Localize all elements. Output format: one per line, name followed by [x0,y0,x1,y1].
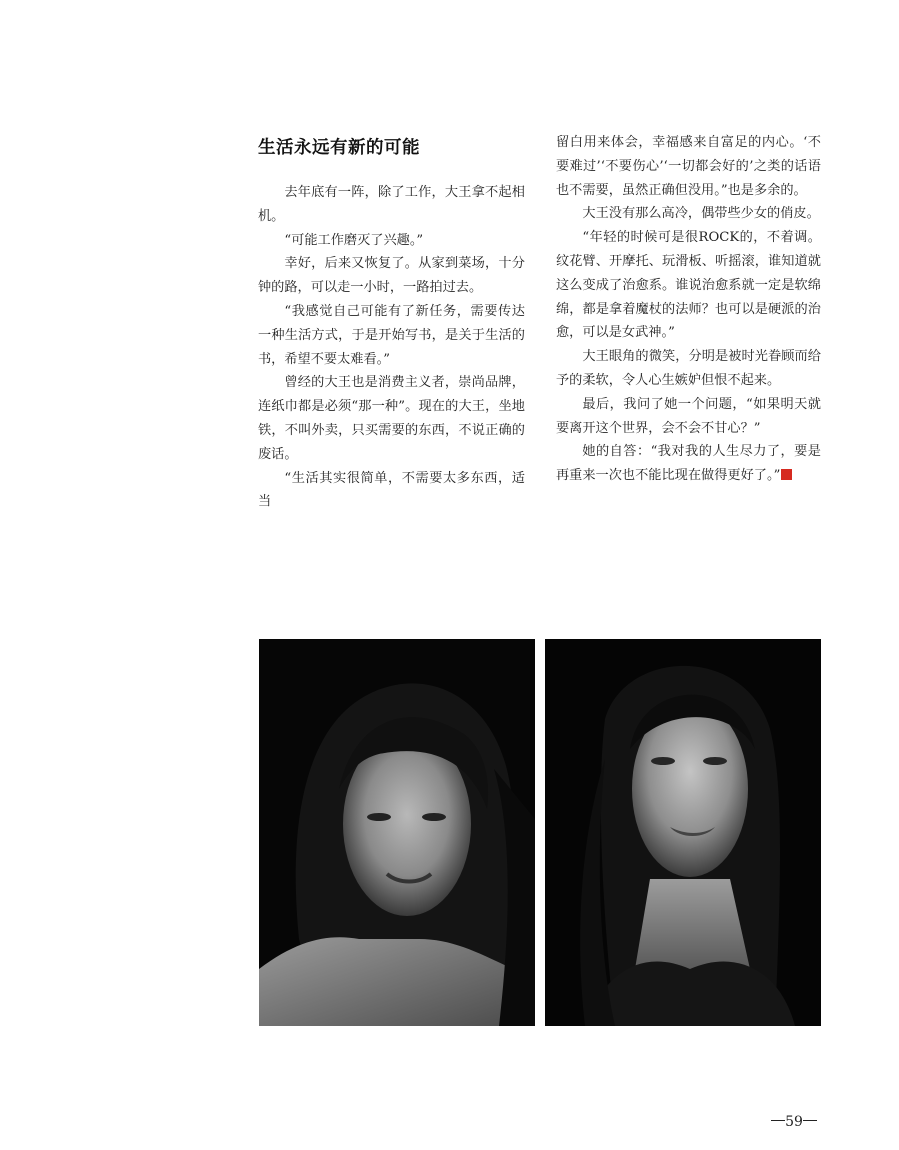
page-number-rule-left [771,1120,785,1121]
right-text-column [556,131,821,488]
page-number [765,1112,823,1132]
article-heading: 生活永远有新的可能 [258,138,420,158]
portrait-photo-icon [545,639,821,1026]
paragraph: 最后，我问了她一个问题，“如果明天就要离开这个世界，会不会不甘心？” [556,396,821,436]
portrait-photo-left [259,639,535,1026]
left-text-column [258,181,525,514]
final-paragraph [556,440,821,488]
paragraph: 大王没有那么高冷，偶带些少女的俏皮。 [582,206,820,222]
page-number-text: 59 [785,1114,803,1130]
paragraph: “可能工作磨灭了兴趣。” [284,232,424,248]
portrait-photo-icon [259,639,535,1026]
end-of-article-mark-icon [781,469,792,480]
paragraph: 去年底有一阵，除了工作，大王拿不起相机。 [258,185,525,224]
final-paragraph-text: 她的自答：“我对我的人生尽力了，要是再重来一次也不能比现在做得更好了。” [556,444,821,484]
paragraph: “生活其实很简单，不需要太多东西，适当 [258,470,525,510]
paragraph: “我感觉自己可能有了新任务，需要传达一种生活方式，于是开始写书，是关于生活的书，希望不要太难看。” [258,303,525,367]
paragraph: 曾经的大王也是消费主义者，崇尚品牌，连纸巾都是必须“那一种”。现在的大王，坐地铁，不叫外卖，只买需要的东西，不说正确的废话。 [258,375,525,462]
portrait-photo-right [545,639,821,1026]
page-number-rule-right [803,1120,817,1121]
paragraph: “年轻的时候可是很ROCK的，不着调。纹花臂、开摩托、玩滑板、听摇滚，谁知道就这么变成了治愈系。谁说治愈系就一定是软绵绵，都是拿着魔杖的法师？也可以是硬派的治愈，可以是女武神。” [556,230,821,341]
paragraph: 幸好，后来又恢复了。从家到菜场，十分钟的路，可以走一小时，一路拍过去。 [258,256,525,296]
paragraph-continuation: 留白用来体会，幸福感来自富足的内心。‘不要难过’‘不要伤心’‘一切都会好的’之类的话语也不需要，虽然正确但没用。”也是多余的。 [556,135,821,198]
paragraph: 大王眼角的微笑，分明是被时光眷顾而给予的柔软，令人心生嫉妒但恨不起来。 [556,349,821,388]
